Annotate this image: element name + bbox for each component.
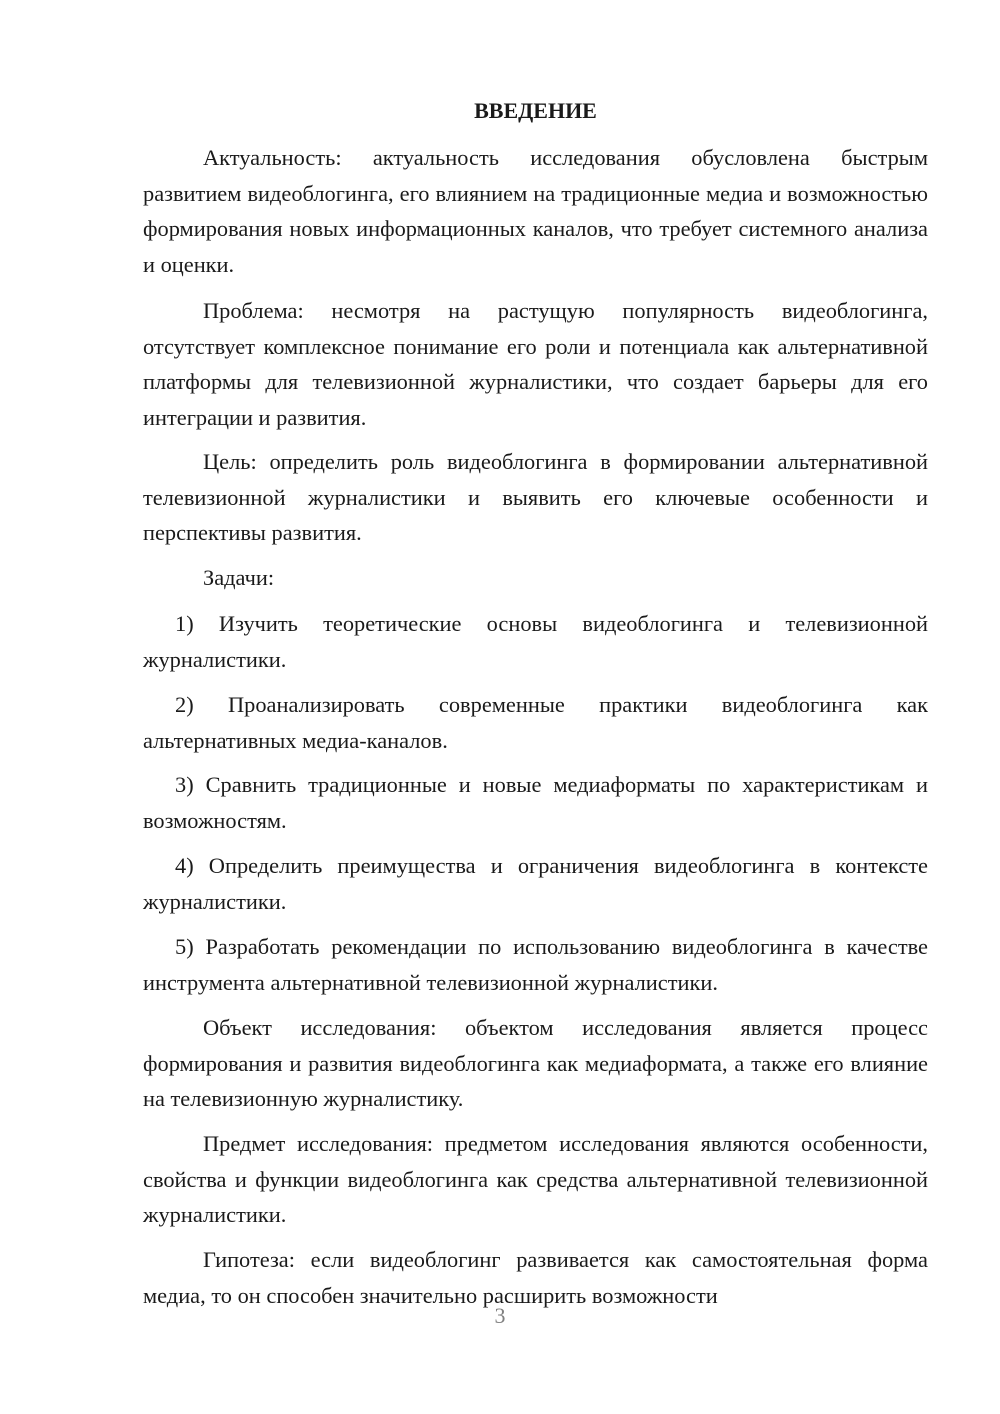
paragraph-subject: Предмет исследования: предметом исследования являются особенности, свойства и функции видеоблогинга как средства альтернативной телевизионной журналистики. xyxy=(143,1131,928,1227)
paragraph-hypothesis: Гипотеза: если видеоблогинг развивается как самостоятельная форма медиа, то он способен значительно расширить возможности xyxy=(143,1247,928,1308)
task-item-1: 1) Изучить теоретические основы видеоблогинга и телевизионной журналистики. xyxy=(143,611,928,672)
task-item-2: 2) Проанализировать современные практики видеоблогинга как альтернативных медиа-каналов. xyxy=(143,692,928,753)
paragraph-tasks-label: Задачи: xyxy=(203,565,275,590)
task-item-4: 4) Определить преимущества и ограничения видеоблогинга в контексте журналистики. xyxy=(143,853,928,914)
paragraph-goal: Цель: определить роль видеоблогинга в формировании альтернативной телевизионной журналистики и выявить его ключевые особенности и перспективы развития. xyxy=(143,449,928,545)
section-heading: ВВЕДЕНИЕ xyxy=(474,98,597,123)
task-item-3: 3) Сравнить традиционные и новые медиаформаты по характеристикам и возможностям. xyxy=(143,772,928,833)
paragraph-problem: Проблема: несмотря на растущую популярность видеоблогинга, отсутствует комплексное понимание его роли и потенциала как альтернативной платформы для телевизионной журналистики, что создает барьеры для его интеграции и развития. xyxy=(143,298,928,430)
paragraph-relevance: Актуальность: актуальность исследования обусловлена быстрым развитием видеоблогинга, его влиянием на традиционные медиа и возможностью формирования новых информационных каналов, что требует системного анализа и оценки. xyxy=(143,145,928,277)
page-number: 3 xyxy=(494,1303,506,1328)
task-item-5: 5) Разработать рекомендации по использованию видеоблогинга в качестве инструмента альтернативной телевизионной журналистики. xyxy=(143,934,928,995)
paragraph-object: Объект исследования: объектом исследования является процесс формирования и развития видеоблогинга как медиаформата, а также его влияние на телевизионную журналистику. xyxy=(143,1015,928,1111)
